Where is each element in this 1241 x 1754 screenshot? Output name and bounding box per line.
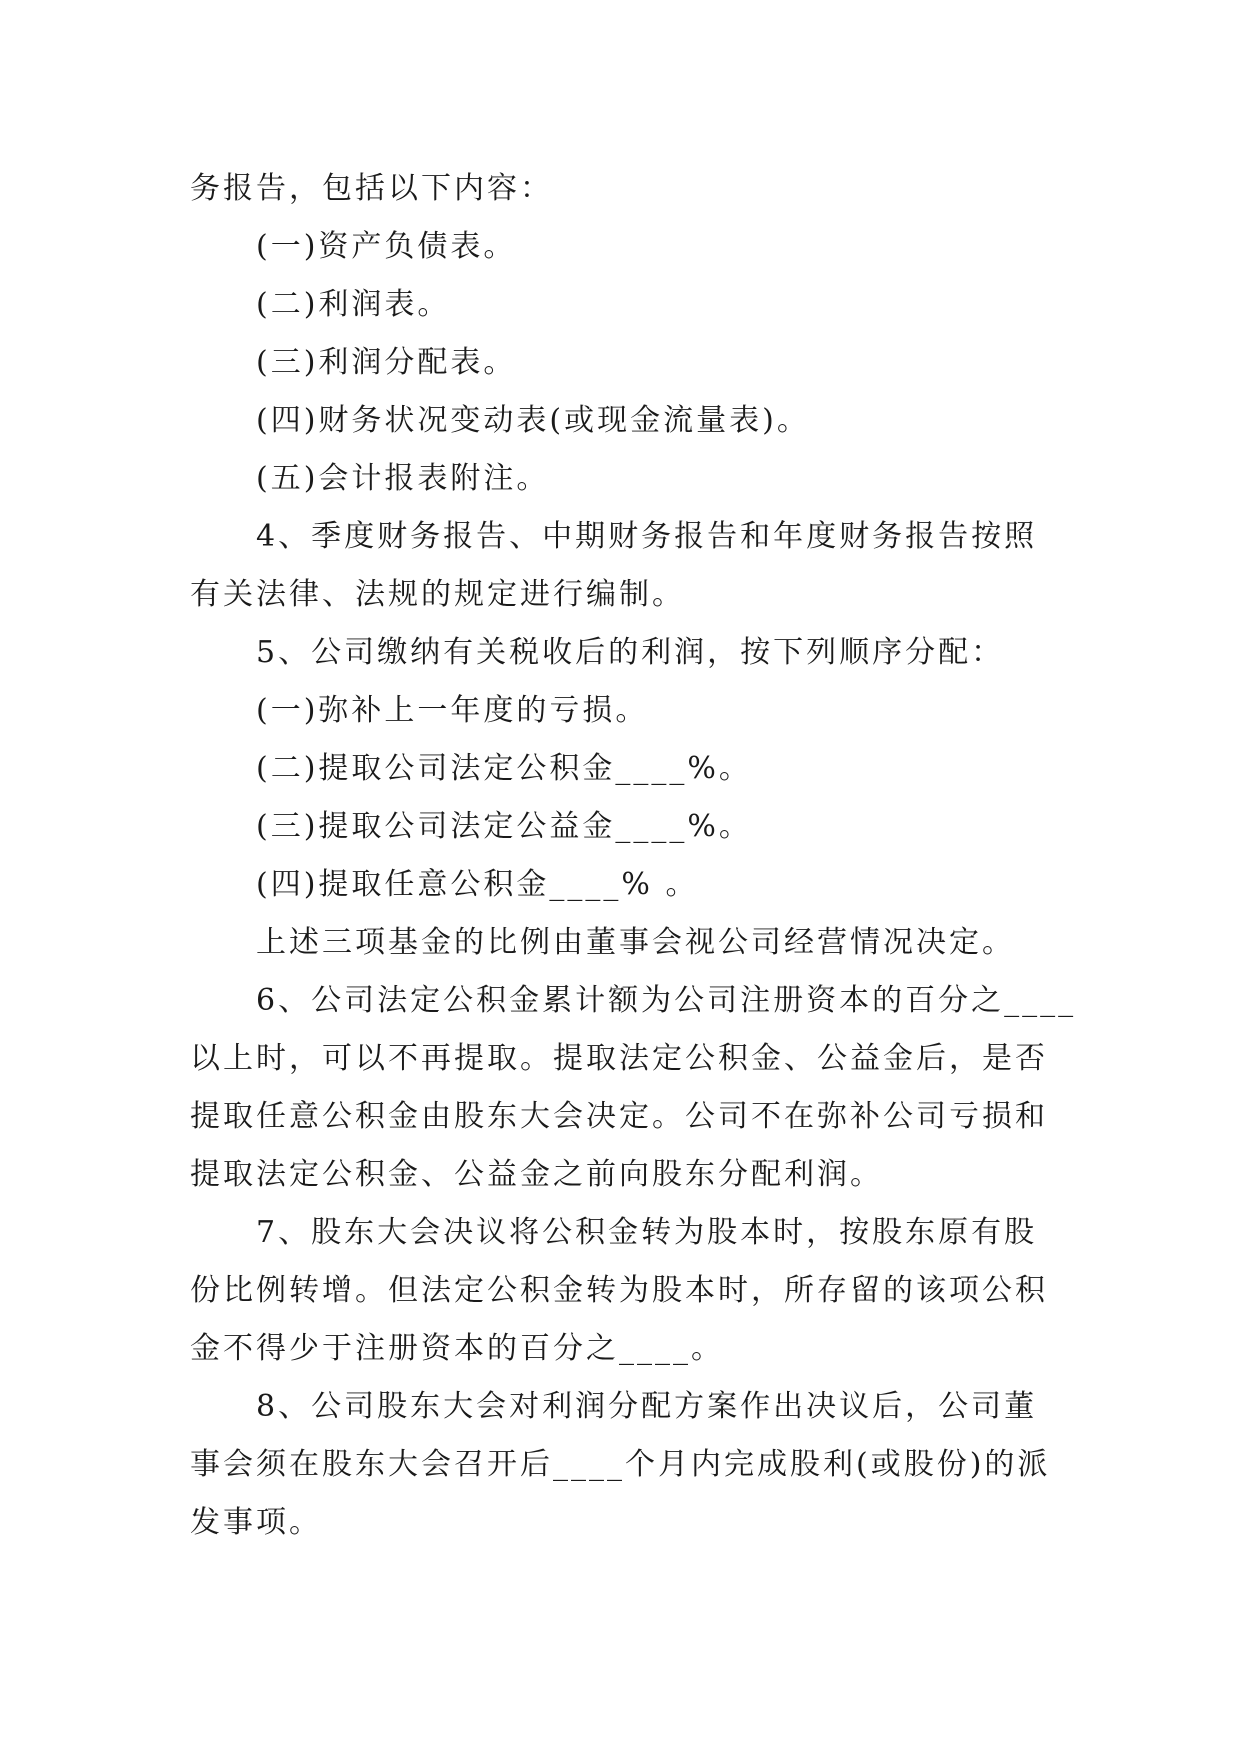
list-item: (四)财务状况变动表(或现金流量表)。	[256, 403, 810, 438]
list-item: (四)提取任意公积金____% 。	[256, 867, 699, 902]
paragraph-line: 有关法律、法规的规定进行编制。	[190, 577, 685, 612]
paragraph-line: 以上时，可以不再提取。提取法定公积金、公益金后，是否	[190, 1041, 1048, 1076]
list-item: (一)资产负债表。	[256, 229, 517, 264]
paragraph-line: 6、公司法定公积金累计额为公司注册资本的百分之____	[256, 983, 1077, 1018]
paragraph-line: 发事项。	[190, 1505, 322, 1540]
paragraph-line: 5、公司缴纳有关税收后的利润，按下列顺序分配：	[256, 635, 1005, 670]
list-item: (二)利润表。	[256, 287, 451, 322]
list-item: (五)会计报表附注。	[256, 461, 550, 496]
paragraph-line: 7、股东大会决议将公积金转为股本时，按股东原有股	[256, 1215, 1038, 1250]
paragraph-line: 事会须在股东大会召开后____个月内完成股利(或股份)的派	[190, 1447, 1051, 1482]
list-item: (三)提取公司法定公益金____%。	[256, 809, 752, 844]
paragraph-line: 务报告，包括以下内容：	[190, 171, 553, 206]
paragraph-line: 金不得少于注册资本的百分之____。	[190, 1331, 724, 1366]
paragraph-line: 4、季度财务报告、中期财务报告和年度财务报告按照	[256, 519, 1038, 554]
list-item: (三)利润分配表。	[256, 345, 517, 380]
paragraph-line: 份比例转增。但法定公积金转为股本时，所存留的该项公积	[190, 1273, 1048, 1308]
document-page	[190, 160, 1077, 1552]
list-item: (二)提取公司法定公积金____%。	[256, 751, 752, 786]
list-item: (一)弥补上一年度的亏损。	[256, 693, 649, 728]
paragraph-line: 提取法定公积金、公益金之前向股东分配利润。	[190, 1157, 883, 1192]
paragraph-line: 8、公司股东大会对利润分配方案作出决议后，公司董	[256, 1389, 1038, 1424]
paragraph-line: 提取任意公积金由股东大会决定。公司不在弥补公司亏损和	[190, 1099, 1048, 1134]
paragraph-line: 上述三项基金的比例由董事会视公司经营情况决定。	[256, 925, 1015, 960]
